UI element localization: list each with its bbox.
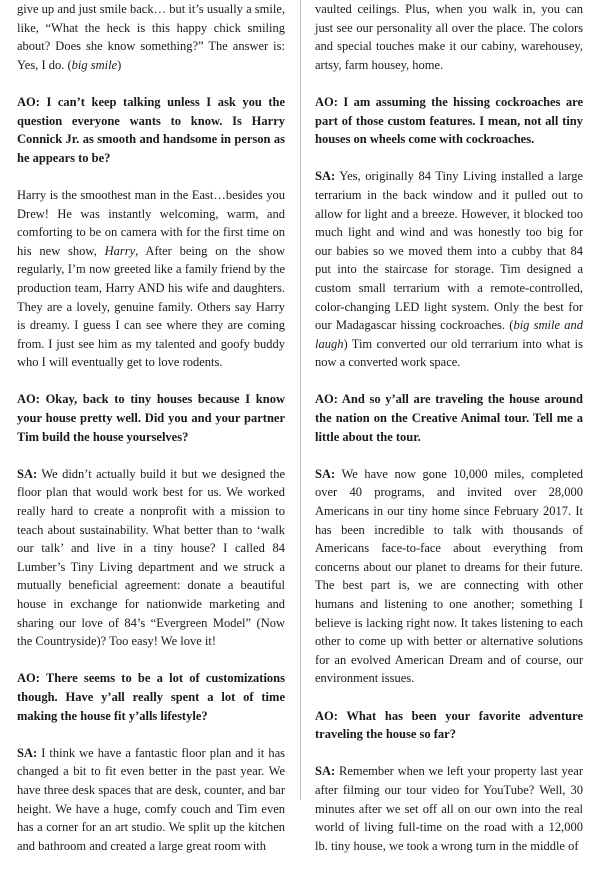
interview-answer: SA: Yes, originally 84 Tiny Living installed a large terrarium in the back window and it pulled out to allow for light and a breeze. However, it blocked too much light and wind and was honestly too big for our babies so we moved them into a cubby that 84 put into the staircase for storage. Tim designed a custom small terrarium with a remote-controlled, color-changing LED light system. Only the best for our Madagascar hissing cockroaches. (big smile and laugh) Tim converted our old terrarium into what is now a converted work space. (315, 169, 583, 370)
interview-answer: SA: I think we have a fantastic floor plan and it has changed a bit to fit even better in the past year. We have three desk spaces that are desk, counter, and bar height. We have a huge, comfy couch and Tim even has a corner for an art studio. We split up the kitchen and bathroom and created a large great room with (17, 745, 285, 853)
interview-question: AO: Okay, back to tiny houses because I know your house pretty well. Did you and your partner Tim build the house yourselves? (17, 392, 285, 444)
interview-answer: give up and just smile back… but it’s usually a smile, like, “What the heck is this happy chick smiling about? Does she know something?” The answer is: Yes, I do. (big smile) (17, 2, 285, 72)
interview-question: AO: And so y’all are traveling the house around the nation on the Creative Animal tour. Tell me a little about the tour. (315, 392, 583, 444)
interview-question: AO: I am assuming the hissing cockroaches are part of those custom features. I mean, not all tiny houses on wheels come with cockroaches. (315, 94, 583, 147)
column-divider (300, 0, 301, 800)
left-column (17, 0, 285, 874)
interview-answer: vaulted ceilings. Plus, when you walk in, you can just see our personality all over the place. The colors and special touches make it our cabiny, warehousey, artsy, farm housey, home. (315, 2, 583, 72)
interview-question: AO: What has been your favorite adventure traveling the house so far? (315, 708, 583, 742)
interview-answer: SA: We didn’t actually build it but we designed the floor plan that would work best for us. We worked really hard to create a nonprofit with a mission to teach about sustainability. What better than to ‘walk our talk’ and live in a tiny house? I called 84 Lumber’s Tiny Living department and we struck a mutually beneficial agreement: donate a beautiful house in exchange for nationwide marketing and sharing our love of 84’s “Evergreen Model” (Now the Countryside)? Too easy! We love it! (17, 466, 285, 649)
right-column (315, 0, 583, 874)
interview-answer: SA: We have now gone 10,000 miles, completed over 40 programs, and invited over 28,000 Americans in our tiny home since February 2017. It has been incredible to talk with thousands of Americans face-to-face about everything from concerns about our planet to dreams for their future. The best part is, we are connecting with other humans and listening to one another; something I believe is lacking right now. It takes listening to each other to come up with better or alternative solutions for an evolved American Dream and of course, our environment issues. (315, 466, 583, 686)
interview-question: AO: I can’t keep talking unless I ask you the question everyone wants to know. Is Harry Connick Jr. as smooth and handsome in person as he appears to be? (17, 94, 285, 165)
interview-question: AO: There seems to be a lot of customizations though. Have y’all really spent a lot of time making the house fit y’alls lifestyle? (17, 671, 285, 723)
interview-answer: Harry is the smoothest man in the East…besides you Drew! He was instantly welcoming, warm, and comforting to be on camera with for the first time on his new show, Harry, After being on the show regularly, I’m now greeted like a family friend by the production team, Harry AND his wife and daughters. They are a lovely, genuine family. Others say Harry is dreamy. I guess I can see where they are coming from. I just see him as my talented and goofy buddy who I will eventually get to love rodents. (17, 187, 285, 370)
interview-answer: SA: Remember when we left your property last year after filming our tour video for YouTube? Well, 30 minutes after we set off all on our own into the real world of living full-time on the road with a 12,000 lb. tiny house, we took a wrong turn in the middle of (315, 764, 583, 853)
